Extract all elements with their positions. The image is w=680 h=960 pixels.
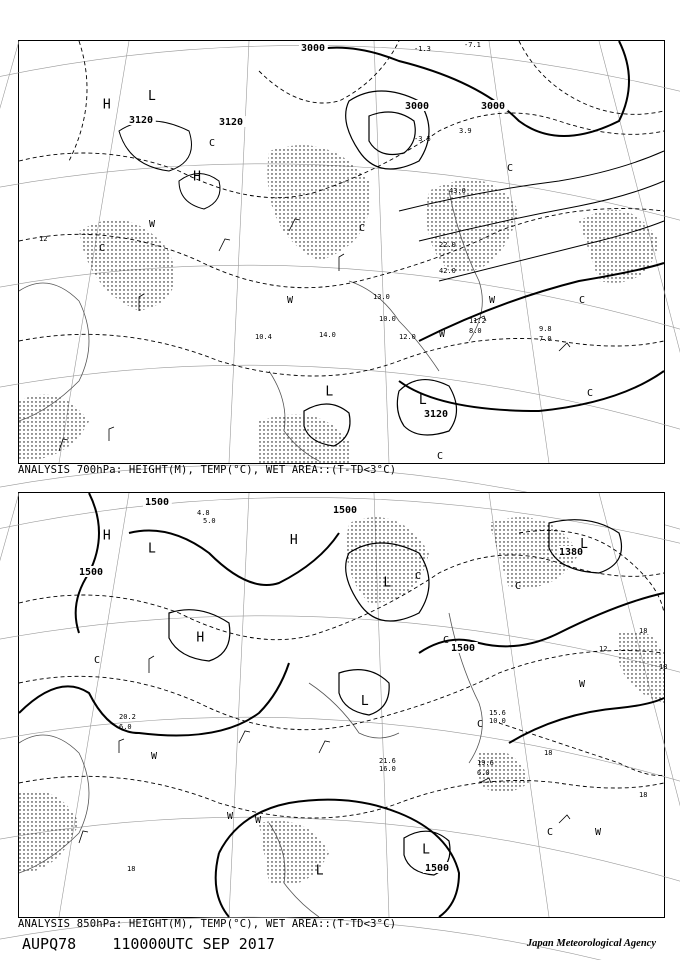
map-panel-850hpa (18, 492, 668, 918)
low-pressure-mark: L (315, 863, 324, 879)
low-pressure-mark: L (580, 537, 588, 553)
station-temperature: 8.0 (469, 327, 482, 335)
contour-label: 1500 (79, 567, 104, 578)
low-pressure-mark: L (360, 694, 369, 709)
contour-label: 1500 (451, 643, 476, 654)
station-temperature: 13.0 (373, 293, 390, 301)
station-temperature: 14.0 (319, 331, 336, 339)
agency-credit: Japan Meteorological Agency (526, 938, 656, 949)
cold-center-mark: C (507, 163, 514, 174)
cold-center-mark: C (515, 581, 522, 592)
high-pressure-mark: H (289, 532, 298, 548)
contour-label: 1380 (559, 547, 584, 558)
bulletin-code: AUPQ78 (22, 935, 77, 953)
low-pressure-mark: L (325, 384, 334, 400)
low-pressure-mark: L (422, 842, 430, 858)
station-temperature: 6.0 (119, 723, 132, 731)
contour-label: 3120 (129, 115, 154, 126)
warm-center-mark: W (287, 295, 294, 306)
contour-label: 3120 (424, 409, 449, 420)
station-temperature: -7.1 (464, 41, 481, 49)
contour-label: 1500 (333, 505, 358, 516)
cold-center-mark: C (94, 655, 101, 666)
warm-center-mark: W (227, 811, 234, 822)
station-temperature: 12 (39, 235, 48, 243)
station-temperature: 5.0 (203, 517, 216, 525)
station-temperature: 43.0 (449, 187, 466, 195)
station-temperature: 9.8 (539, 325, 552, 333)
station-temperature: 12.0 (399, 333, 416, 341)
station-temperature: 10.4 (255, 333, 272, 341)
warm-center-mark: W (579, 679, 586, 690)
low-pressure-mark: L (383, 575, 392, 591)
station-temperature: 16.0 (379, 765, 396, 773)
station-temperature: 15.6 (489, 709, 506, 717)
high-pressure-mark: H (102, 528, 111, 544)
contour-label: 1500 (145, 497, 170, 508)
station-temperature: 18 (127, 865, 136, 873)
valid-time: 110000UTC SEP 2017 (112, 935, 275, 953)
high-pressure-mark: H (193, 169, 201, 185)
station-temperature: 10.0 (489, 717, 506, 725)
station-temperature: 12 (599, 645, 608, 653)
contour-label: 3000 (301, 43, 326, 54)
station-temperature: 21.6 (379, 757, 396, 765)
station-temperature: 4.8 (197, 509, 210, 517)
high-pressure-mark: H (196, 630, 205, 646)
station-temperature: 18 (639, 627, 648, 635)
station-temperature: -3.5 (414, 135, 431, 143)
station-temperature: 18 (639, 791, 648, 799)
cold-center-mark: C (477, 719, 484, 730)
station-temperature: 42.0 (439, 267, 456, 275)
bulletin-header (22, 935, 275, 953)
station-temperature: 18 (659, 663, 668, 671)
station-temperature: 20.2 (119, 713, 136, 721)
contour-label: 3000 (405, 101, 430, 112)
height-contours (119, 41, 664, 446)
warm-center-mark: W (149, 219, 156, 230)
contour-label: 3120 (219, 117, 244, 128)
wet-areas (19, 145, 659, 463)
map-panel-700hpa (18, 40, 665, 464)
station-temperature: -1.3 (414, 45, 431, 53)
station-temperature: 18 (544, 749, 553, 757)
high-pressure-mark: H (102, 97, 111, 113)
cold-center-mark: C (209, 138, 216, 149)
cold-center-mark: C (415, 571, 422, 582)
warm-center-mark: W (439, 329, 446, 340)
warm-center-mark: W (255, 815, 262, 826)
warm-center-mark: W (595, 827, 602, 838)
station-temperature: 10.0 (379, 315, 396, 323)
station-temperature: 7.0 (539, 335, 552, 343)
cold-center-mark: C (99, 243, 106, 254)
cold-center-mark: C (587, 388, 594, 399)
chart-700hpa (19, 41, 664, 463)
station-temperature: 22.0 (439, 241, 456, 249)
chart-850hpa (19, 493, 668, 917)
low-pressure-mark: L (418, 392, 427, 408)
caption-850hpa: ANALYSIS 850hPa: HEIGHT(M), TEMP(°C), WET AREA::(T-TD<3°C) (18, 918, 397, 930)
station-temperature: 6.0 (477, 769, 490, 777)
warm-center-mark: W (151, 751, 158, 762)
contour-label: 1500 (425, 863, 450, 874)
coastlines (19, 613, 482, 917)
cold-center-mark: C (579, 295, 586, 306)
cold-center-mark: C (443, 635, 450, 646)
low-pressure-mark: L (148, 541, 156, 557)
wind-barbs (79, 656, 570, 843)
station-temperature: 11.2 (469, 317, 486, 325)
station-temperature: 3.9 (459, 127, 472, 135)
warm-center-mark: W (489, 295, 496, 306)
low-pressure-mark: L (148, 89, 156, 105)
cold-center-mark: C (547, 827, 554, 838)
caption-700hpa: ANALYSIS 700hPa: HEIGHT(M), TEMP(°C), WET AREA::(T-TD<3°C) (18, 464, 397, 476)
cold-center-mark: C (359, 223, 366, 234)
contour-label: 3000 (481, 101, 506, 112)
cold-center-mark: C (437, 451, 444, 462)
station-temperature: 19.6 (477, 759, 494, 767)
